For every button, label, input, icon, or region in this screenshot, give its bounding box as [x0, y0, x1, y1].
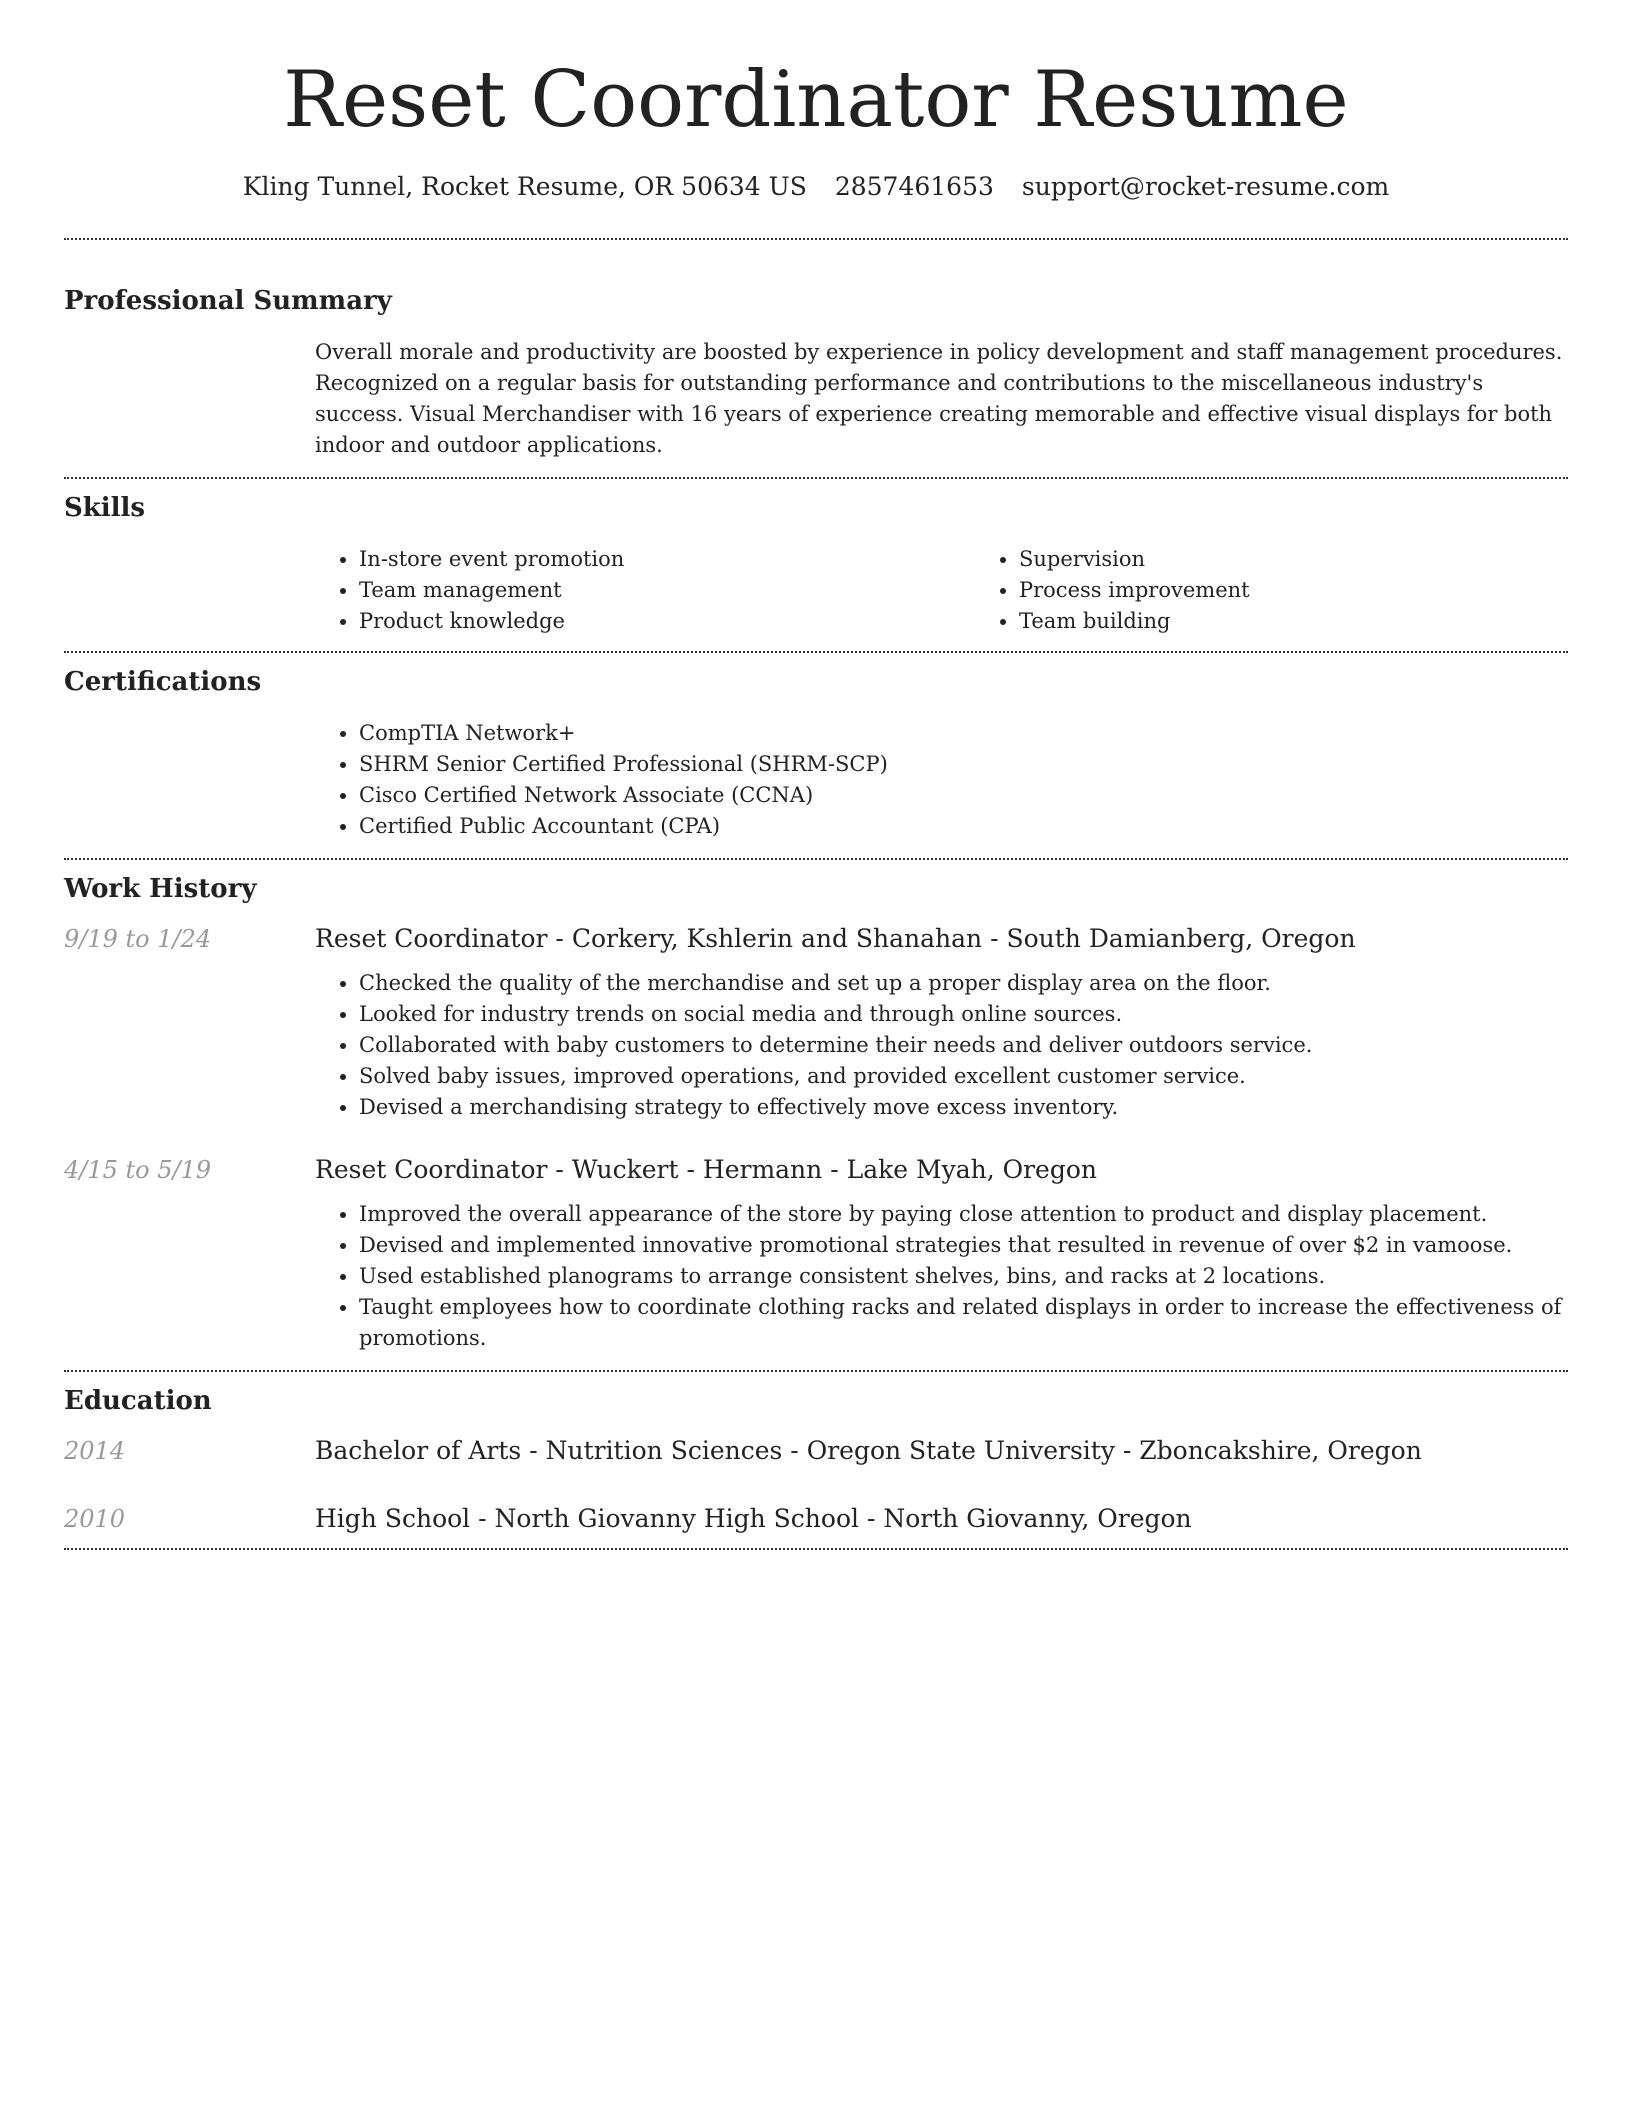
skills-column-right — [975, 544, 1632, 637]
contact-line — [64, 170, 1568, 204]
work-history-section — [64, 860, 1568, 1354]
job-title — [315, 1153, 1568, 1187]
job-role: Reset Coordinator — [315, 1155, 548, 1184]
education-list — [64, 1434, 1568, 1536]
job-dates: 9/19 to 1/24 — [64, 925, 212, 953]
job-bullet: • Looked for industry trends on social media and through online sources. — [359, 999, 1568, 1030]
job-entry — [64, 922, 1568, 1123]
job-bullets — [315, 1199, 1568, 1354]
contact-email[interactable]: support@rocket-resume.com — [1021, 172, 1390, 201]
education-school: - North Giovanny High School - North Giovanny, Oregon — [470, 1504, 1192, 1533]
section-title-certifications: Certifications — [64, 667, 262, 697]
skill-item: • Team management — [359, 575, 975, 606]
job-bullets — [315, 968, 1568, 1123]
skills-list — [315, 544, 1632, 637]
resume-title: Reset Coordinator Resume — [283, 55, 1349, 145]
contact-address: Kling Tunnel, Rocket Resume, OR 50634 US — [242, 172, 807, 201]
section-title-education: Education — [64, 1386, 212, 1416]
job-bullet: • Collaborated with baby customers to determine their needs and deliver outdoors service. — [359, 1030, 1568, 1061]
certifications-list — [315, 718, 1568, 842]
certification-item: • CompTIA Network+ — [359, 718, 1568, 749]
section-title-work-history: Work History — [64, 874, 257, 904]
job-role: Reset Coordinator — [315, 924, 548, 953]
job-bullet: • Improved the overall appearance of the store by paying close attention to product and display placement. — [359, 1199, 1568, 1230]
certifications-section — [64, 653, 1568, 842]
job-employer: - Wuckert - Hermann - Lake Myah, Oregon — [547, 1155, 1098, 1184]
education-degree: Bachelor of Arts - Nutrition Sciences — [315, 1436, 783, 1465]
job-dates: 4/15 to 5/19 — [64, 1156, 212, 1184]
certification-item: • Cisco Certified Network Associate (CCNA) — [359, 780, 1568, 811]
education-title — [315, 1434, 1568, 1468]
education-year: 2014 — [64, 1437, 126, 1465]
job-title — [315, 922, 1568, 956]
job-employer: - Corkery, Kshlerin and Shanahan - South Damianberg, Oregon — [547, 924, 1356, 953]
skills-column-left — [315, 544, 975, 637]
education-entry — [64, 1434, 1568, 1468]
resume-page — [64, 0, 1568, 1550]
education-year: 2010 — [64, 1505, 126, 1533]
skill-item: • Supervision — [1019, 544, 1632, 575]
skill-item: • In-store event promotion — [359, 544, 975, 575]
certification-item: • SHRM Senior Certified Professional (SHRM-SCP) — [359, 749, 1568, 780]
education-degree: High School — [315, 1504, 471, 1533]
job-list — [64, 922, 1568, 1354]
job-bullet: • Checked the quality of the merchandise and set up a proper display area on the floor. — [359, 968, 1568, 999]
job-bullet: • Devised a merchandising strategy to effectively move excess inventory. — [359, 1092, 1568, 1123]
job-entry — [64, 1153, 1568, 1354]
skill-item: • Team building — [1019, 606, 1632, 637]
summary-section — [64, 240, 1568, 461]
section-title-skills: Skills — [64, 493, 146, 523]
job-bullet: • Used established planograms to arrange consistent shelves, bins, and racks at 2 locations. — [359, 1261, 1568, 1292]
skill-item: • Process improvement — [1019, 575, 1632, 606]
summary-text: Overall morale and productivity are boosted by experience in policy development and staff management procedures. Recognized on a regular basis for outstanding performance and contributions to the miscellaneous industry's success. Visual Merchandiser with 16 years of experience creating memorable and effective visual displays for both indoor and outdoor applications. — [315, 340, 1563, 457]
job-bullet: • Solved baby issues, improved operations, and provided excellent customer service. — [359, 1061, 1568, 1092]
section-title-summary: Professional Summary — [64, 286, 392, 316]
education-section — [64, 1372, 1568, 1536]
job-bullet: • Taught employees how to coordinate clothing racks and related displays in order to increase the effectiveness of promotions. — [359, 1292, 1568, 1354]
education-school: - Oregon State University - Zboncakshire, Oregon — [782, 1436, 1422, 1465]
education-entry — [64, 1502, 1568, 1536]
certification-item: • Certified Public Accountant (CPA) — [359, 811, 1568, 842]
skill-item: • Product knowledge — [359, 606, 975, 637]
skills-section — [64, 479, 1568, 637]
job-bullet: • Devised and implemented innovative promotional strategies that resulted in revenue of over $2 in vamoose. — [359, 1230, 1568, 1261]
divider — [64, 1548, 1568, 1550]
education-title — [315, 1502, 1568, 1536]
contact-phone: 2857461653 — [834, 172, 994, 201]
